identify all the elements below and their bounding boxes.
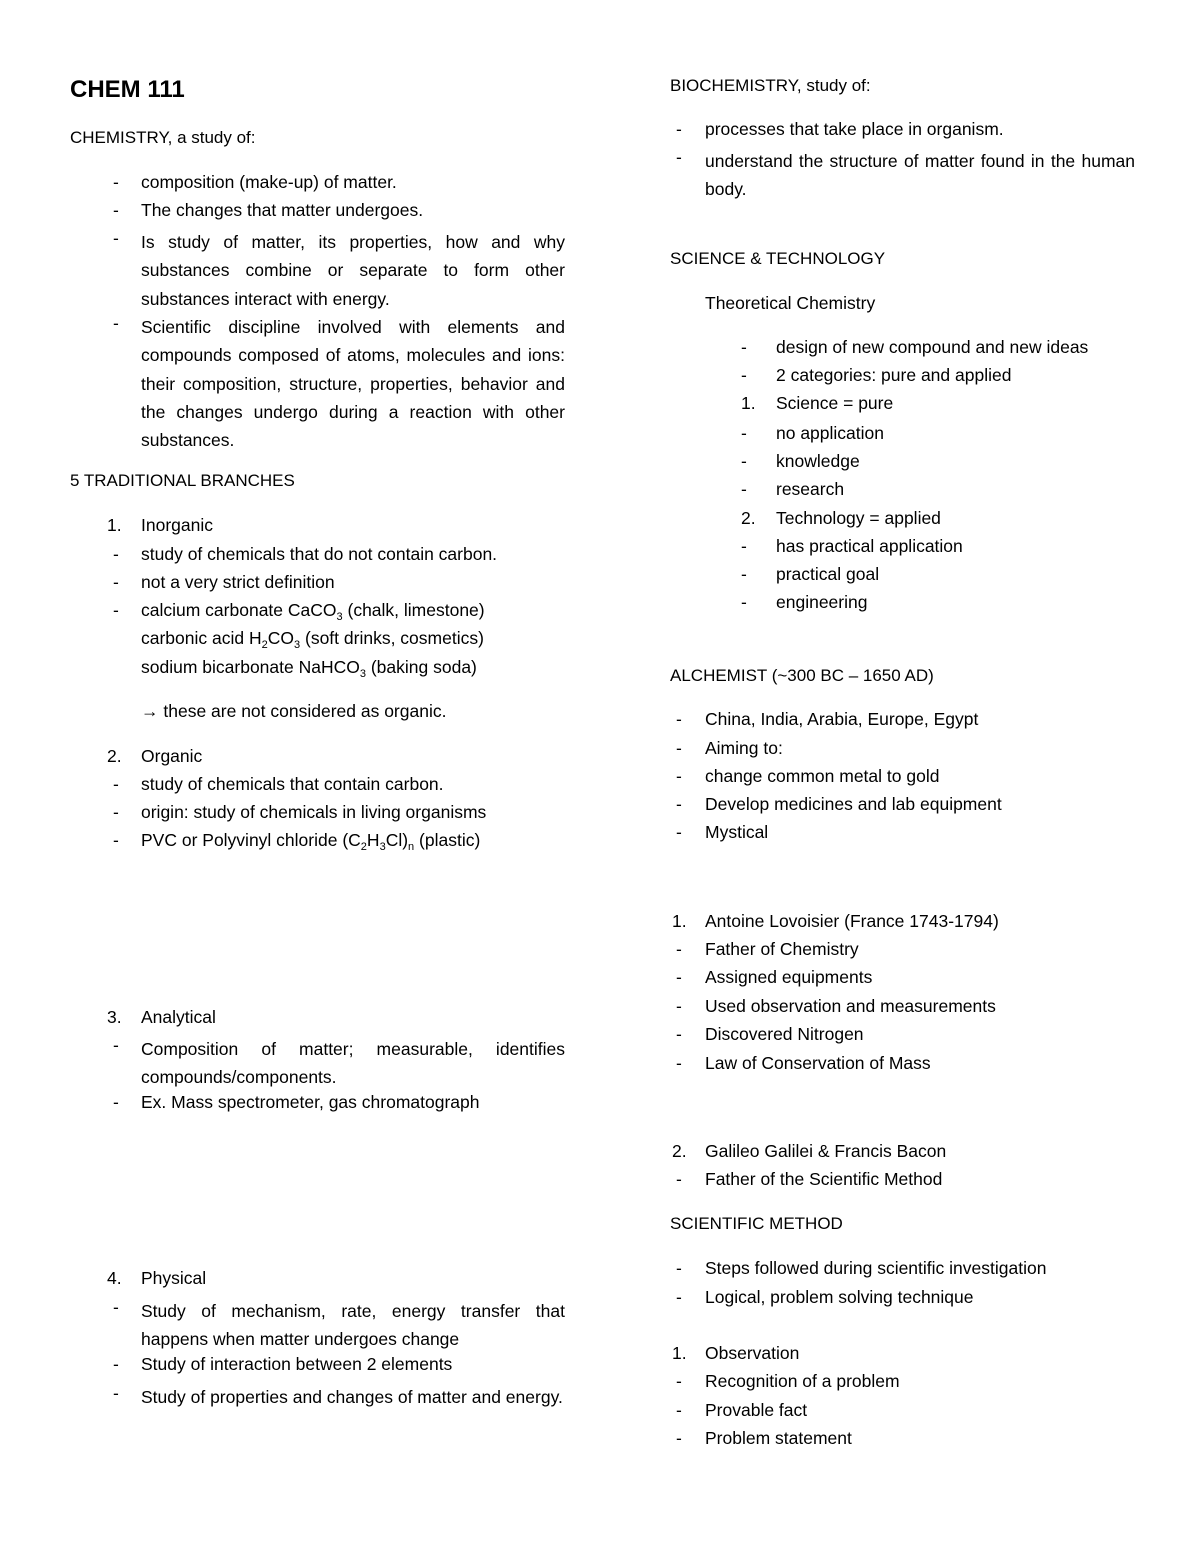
chemistry-heading: CHEMISTRY, a study of:: [70, 128, 256, 147]
list-number: 1.: [107, 515, 122, 535]
bullet: -: [676, 1371, 682, 1391]
bullet: -: [113, 228, 119, 248]
bullet: -: [113, 1092, 119, 1112]
theoretical-chemistry-heading: Theoretical Chemistry: [705, 293, 876, 313]
list-item: change common metal to gold: [705, 766, 940, 786]
bullet: -: [676, 794, 682, 814]
bullet: -: [676, 1287, 682, 1307]
list-item: The changes that matter undergoes.: [141, 200, 424, 220]
example-sodium-bicarbonate: sodium bicarbonate NaHCO$_3$ (baking soda): [141, 657, 477, 680]
list-item: engineering: [776, 592, 868, 612]
list-number: 1.: [672, 911, 687, 931]
science-technology-heading: SCIENCE & TECHNOLOGY: [670, 249, 886, 268]
bullet: -: [676, 996, 682, 1016]
list-item: Problem statement: [705, 1428, 852, 1448]
example-carbonic-acid: carbonic acid $H_2CO_3$ (soft drinks, cosmetics): [141, 628, 484, 651]
bullet: -: [113, 774, 119, 794]
list-item: Composition of matter; measurable, identifies compounds/components.: [141, 1039, 565, 1088]
list-item: Law of Conservation of Mass: [705, 1053, 931, 1073]
bullet: -: [741, 337, 747, 357]
bullet: -: [676, 119, 682, 139]
list-item: Recognition of a problem: [705, 1371, 900, 1391]
list-item: study of chemicals that do not contain carbon.: [141, 544, 498, 564]
bullet: -: [741, 479, 747, 499]
inorganic-note: → these are not considered as organic.: [141, 701, 447, 721]
observation-title: Observation: [705, 1343, 800, 1363]
page-title: CHEM 111: [70, 76, 185, 103]
lavoisier-title: Antoine Lovoisier (France 1743-1794): [705, 911, 999, 931]
bullet: -: [741, 592, 747, 612]
list-item: processes that take place in organism.: [705, 119, 1004, 139]
bullet: -: [113, 600, 119, 620]
list-item: Father of the Scientific Method: [705, 1169, 943, 1189]
bullet: -: [676, 738, 682, 758]
bullet: -: [676, 147, 682, 167]
bullet: -: [676, 1024, 682, 1044]
list-item: Assigned equipments: [705, 967, 873, 987]
list-item: Mystical: [705, 822, 769, 842]
example-pvc: PVC or Polyvinyl chloride $(C_2H_3Cl)_n$ (plastic): [141, 830, 481, 853]
bullet: -: [113, 1383, 119, 1403]
bullet: -: [741, 536, 747, 556]
list-number: 3.: [107, 1007, 122, 1027]
branch-title-organic: Organic: [141, 746, 203, 766]
list-item: Study of properties and changes of matter and energy.: [141, 1387, 563, 1407]
bullet: -: [113, 802, 119, 822]
branch-title-inorganic: Inorganic: [141, 515, 213, 535]
list-number: 2.: [107, 746, 122, 766]
biochemistry-heading: BIOCHEMISTRY, study of:: [670, 76, 871, 95]
alchemist-heading: ALCHEMIST (~300 BC – 1650 AD): [670, 666, 934, 685]
list-number: 2.: [672, 1141, 687, 1161]
list-number: 2.: [741, 508, 756, 528]
branch-title-analytical: Analytical: [141, 1007, 216, 1027]
list-item: practical goal: [776, 564, 880, 584]
bullet: -: [113, 172, 119, 192]
list-item: no application: [776, 423, 884, 443]
bullet: -: [676, 766, 682, 786]
galileo-title: Galileo Galilei & Francis Bacon: [705, 1141, 947, 1161]
bullet: -: [676, 822, 682, 842]
list-item: not a very strict definition: [141, 572, 335, 592]
list-item: origin: study of chemicals in living organisms: [141, 802, 487, 822]
branch-title-physical: Physical: [141, 1268, 207, 1288]
technology-title: Technology = applied: [776, 508, 941, 528]
list-item: Study of interaction between 2 elements: [141, 1354, 453, 1374]
list-item: Steps followed during scientific investigation: [705, 1258, 1047, 1278]
bullet: -: [676, 967, 682, 987]
list-item: Is study of matter, its properties, how and why substances combine or separate to form other substances interact with energy.: [141, 232, 565, 309]
bullet: -: [741, 423, 747, 443]
list-item: Aiming to:: [705, 738, 783, 758]
list-item: knowledge: [776, 451, 860, 471]
list-item: Develop medicines and lab equipment: [705, 794, 1002, 814]
list-item: Father of Chemistry: [705, 939, 859, 959]
list-item: 2 categories: pure and applied: [776, 365, 1012, 385]
bullet: -: [113, 830, 119, 850]
list-item: understand the structure of matter found in the human body.: [705, 151, 1135, 200]
list-number: 4.: [107, 1268, 122, 1288]
bullet: -: [113, 1297, 119, 1317]
bullet: -: [676, 1400, 682, 1420]
bullet: -: [676, 1258, 682, 1278]
bullet: -: [676, 1053, 682, 1073]
list-item: Study of mechanism, rate, energy transfer that happens when matter undergoes change: [141, 1301, 565, 1350]
branches-heading: 5 TRADITIONAL BRANCHES: [70, 471, 295, 490]
bullet: -: [113, 1035, 119, 1055]
bullet: -: [676, 709, 682, 729]
bullet: -: [676, 1169, 682, 1189]
bullet: -: [676, 1428, 682, 1448]
list-item: composition (make-up) of matter.: [141, 172, 397, 192]
science-title: Science = pure: [776, 393, 894, 413]
list-item: China, India, Arabia, Europe, Egypt: [705, 709, 979, 729]
bullet: -: [113, 544, 119, 564]
bullet: -: [741, 564, 747, 584]
example-calcium-carbonate: calcium carbonate CaCO$_3$ (chalk, limestone): [141, 600, 485, 623]
bullet: -: [676, 939, 682, 959]
list-number: 1.: [672, 1343, 687, 1363]
list-item: study of chemicals that contain carbon.: [141, 774, 444, 794]
list-item: has practical application: [776, 536, 963, 556]
scientific-method-heading: SCIENTIFIC METHOD: [670, 1214, 843, 1233]
bullet: -: [113, 313, 119, 333]
list-item: research: [776, 479, 845, 499]
list-item: Scientific discipline involved with elements and compounds composed of atoms, molecules and ions: their composition, structure, properties, behavior and the changes undergo during a reaction with other substances.: [141, 317, 565, 451]
list-item: Ex. Mass spectrometer, gas chromatograph: [141, 1092, 480, 1112]
bullet: -: [741, 451, 747, 471]
list-item: Discovered Nitrogen: [705, 1024, 864, 1044]
bullet: -: [113, 572, 119, 592]
bullet: -: [113, 200, 119, 220]
bullet: -: [113, 1354, 119, 1374]
bullet: -: [741, 365, 747, 385]
list-item: Logical, problem solving technique: [705, 1287, 974, 1307]
list-item: design of new compound and new ideas: [776, 337, 1089, 357]
list-item: Provable fact: [705, 1400, 808, 1420]
list-number: 1.: [741, 393, 756, 413]
list-item: Used observation and measurements: [705, 996, 996, 1016]
